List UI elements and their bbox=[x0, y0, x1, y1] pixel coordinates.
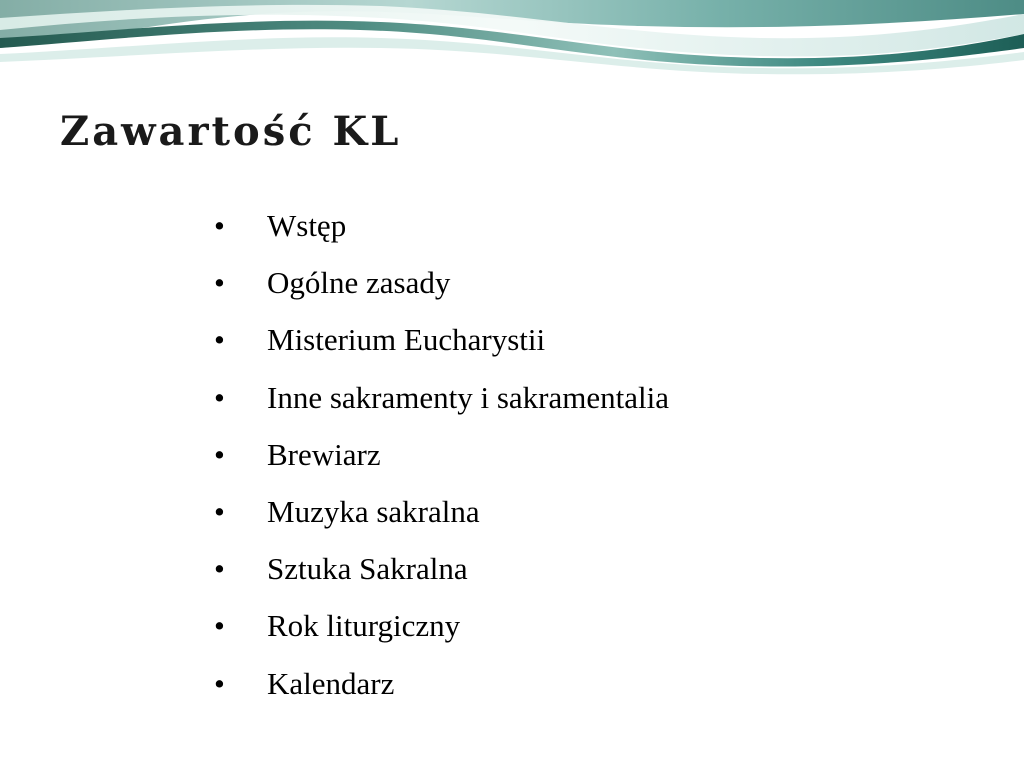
list-item bbox=[214, 597, 669, 654]
bullet-icon: • bbox=[214, 379, 225, 415]
bullet-icon: • bbox=[214, 493, 225, 529]
bullet-icon: • bbox=[214, 436, 225, 472]
list-item bbox=[214, 254, 669, 311]
list-item-text: Inne sakramenty i sakramentalia bbox=[267, 379, 669, 415]
slide-title: Zawartość KL bbox=[60, 108, 402, 155]
list-item-text: Ogólne zasady bbox=[267, 265, 451, 301]
bullet-icon: • bbox=[214, 551, 225, 587]
list-item bbox=[214, 369, 669, 426]
list-item-text: Sztuka Sakralna bbox=[267, 551, 468, 587]
list-item-text: Misterium Eucharystii bbox=[267, 322, 546, 358]
header-wave-decoration bbox=[0, 0, 1024, 85]
bullet-icon: • bbox=[214, 208, 225, 243]
list-item-text: Rok liturgiczny bbox=[267, 608, 461, 644]
list-item-text: Kalendarz bbox=[267, 665, 395, 701]
list-item-text: Muzyka sakralna bbox=[267, 493, 480, 529]
list-item bbox=[214, 197, 669, 254]
list-item bbox=[214, 655, 669, 712]
bullet-icon: • bbox=[214, 322, 225, 358]
bullet-list bbox=[214, 197, 669, 712]
bullet-icon: • bbox=[214, 665, 225, 701]
bullet-icon: • bbox=[214, 265, 225, 301]
list-item-text: Brewiarz bbox=[267, 436, 381, 472]
list-item bbox=[214, 426, 669, 483]
list-item bbox=[214, 540, 669, 597]
list-item-text: Wstęp bbox=[267, 208, 347, 243]
list-item bbox=[214, 311, 669, 368]
list-item bbox=[214, 483, 669, 540]
bullet-icon: • bbox=[214, 608, 225, 644]
